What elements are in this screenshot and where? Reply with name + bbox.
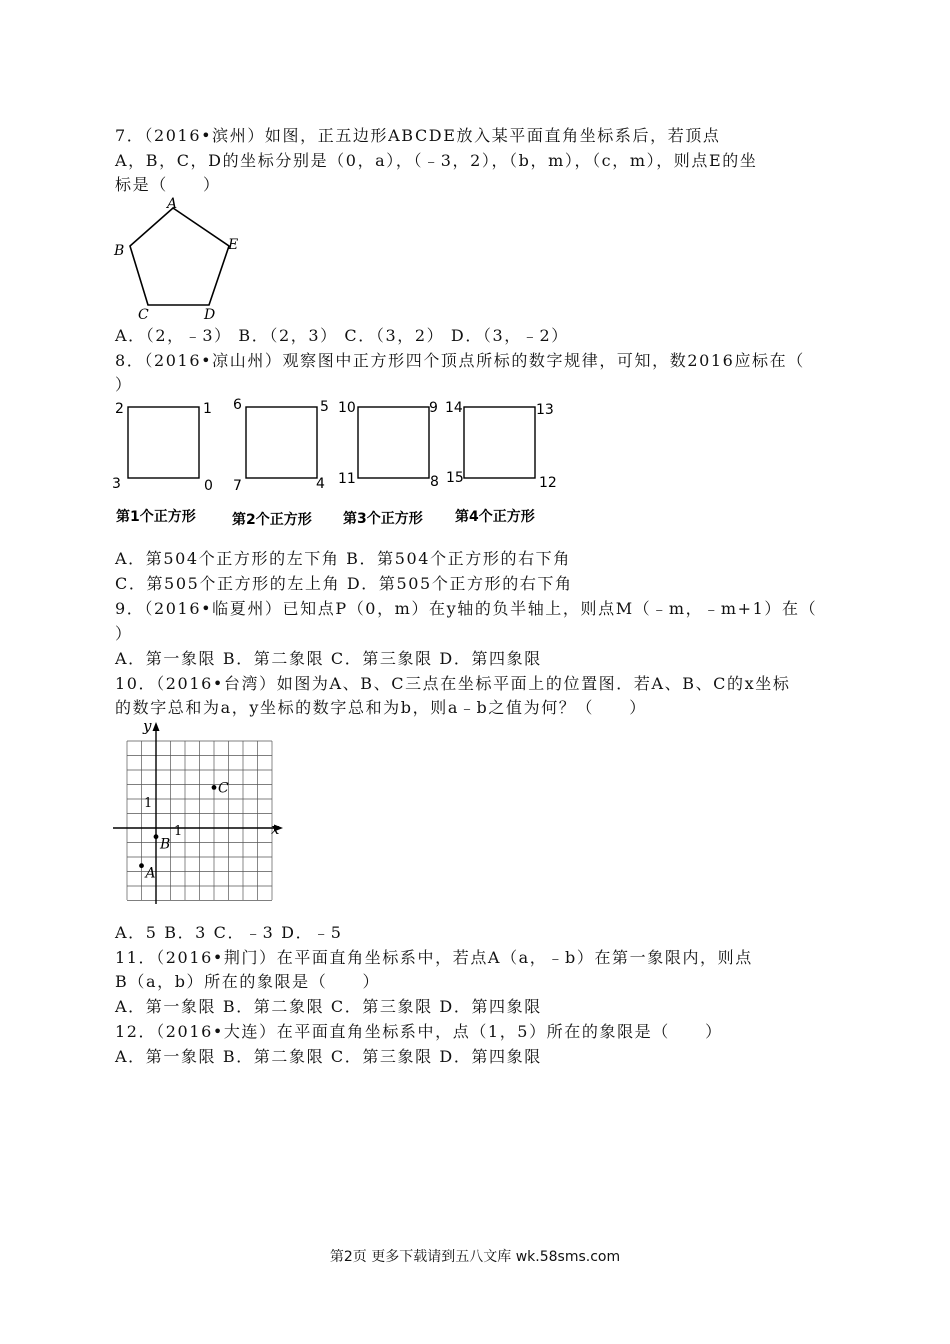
square-4 <box>445 400 557 525</box>
point-c-label: C <box>218 780 229 797</box>
square-2-top-left: 6 <box>233 397 242 413</box>
q10-options: A．5 B．3 C．﹣3 D．﹣5 <box>115 923 343 942</box>
q9-options: A．第一象限 B．第二象限 C．第三象限 D．第四象限 <box>115 649 542 668</box>
q8-options-1: A．第504个正方形的左下角 B．第504个正方形的右下角 <box>115 549 571 568</box>
q10-stem-line1: 10．（2016•台湾）如图为A、B、C三点在坐标平面上的位置图．若A、B、C的x坐标 <box>115 674 791 693</box>
point-c <box>212 785 217 790</box>
square-2-bottom-left: 7 <box>233 478 242 494</box>
square-2-caption: 第2个正方形 <box>232 512 312 528</box>
square-1-top-right: 1 <box>203 401 212 417</box>
q7-options: A．（2，﹣3） B．（2，3） C．（3，2） D．（3，﹣2） <box>115 326 569 345</box>
square-4-caption: 第4个正方形 <box>455 509 535 525</box>
q12-options: A．第一象限 B．第二象限 C．第三象限 D．第四象限 <box>115 1047 542 1066</box>
x-axis-label: x <box>271 820 280 838</box>
q7-stem-line2: A，B，C，D的坐标分别是（0，a），（﹣3，2），（b，m），（c，m），则点E的坐 <box>115 151 758 170</box>
square-1-bottom-right: 0 <box>204 478 213 494</box>
q10-stem-line2: 的数字总和为a，y坐标的数字总和为b，则a﹣b之值为何？（ ） <box>115 698 647 717</box>
pentagon-label-a: A <box>167 196 178 212</box>
page-footer: 第2页 更多下载请到五八文库 wk.58sms.com <box>329 1249 621 1265</box>
square-3-caption: 第3个正方形 <box>343 511 423 527</box>
pentagon-label-b: B <box>114 243 125 259</box>
q11-stem-line2: B（a，b）所在的象限是（ ） <box>115 972 381 991</box>
y-axis-label: y <box>143 717 152 735</box>
square-4-top-left: 14 <box>445 400 463 416</box>
q8-options-2: C．第505个正方形的左上角 D．第505个正方形的右下角 <box>115 574 573 593</box>
square-3-bottom-left: 11 <box>338 471 356 487</box>
point-a-label: A <box>145 865 156 882</box>
square-3 <box>338 400 439 527</box>
point-b <box>154 834 159 839</box>
x-tick-label: 1 <box>174 824 183 839</box>
q8-stem-line1: 8．（2016•凉山州）观察图中正方形四个顶点所标的数字规律，可知，数2016应标在（ <box>115 351 805 370</box>
square-4-bottom-right: 12 <box>539 475 557 491</box>
square-3-bottom-right: 8 <box>430 474 439 490</box>
square-2 <box>232 397 329 528</box>
square-2-bottom-right: 4 <box>316 476 325 492</box>
pentagon-figure <box>105 195 245 325</box>
q7-stem-line3: 标是（ ） <box>115 175 221 194</box>
pentagon-label-c: C <box>138 307 149 323</box>
square-3-top-left: 10 <box>338 400 356 416</box>
square-3-top-right: 9 <box>429 400 438 416</box>
squares-figure <box>108 393 568 533</box>
q11-options: A．第一象限 B．第二象限 C．第三象限 D．第四象限 <box>115 997 542 1016</box>
q9-stem-line2: ） <box>115 624 133 643</box>
square-2-top-right: 5 <box>320 399 329 415</box>
pentagon-shape <box>130 208 229 305</box>
point-b-label: B <box>160 836 171 853</box>
y-tick-label: 1 <box>144 796 153 811</box>
pentagon-label-e: E <box>228 237 239 253</box>
q11-stem-line1: 11．（2016•荆门）在平面直角坐标系中，若点A（a，﹣b）在第一象限内，则点 <box>115 948 753 967</box>
square-4-top-right: 13 <box>536 402 554 418</box>
square-1-caption: 第1个正方形 <box>116 509 196 525</box>
square-1-top-left: 2 <box>115 401 124 417</box>
q9-stem-line1: 9．（2016•临夏州）已知点P（0，m）在y轴的负半轴上，则点M（﹣m，﹣m+1）在（ <box>115 599 818 618</box>
point-a <box>139 863 144 868</box>
y-axis-arrow <box>153 722 160 731</box>
square-1 <box>112 401 213 525</box>
pentagon-label-d: D <box>204 307 216 323</box>
coordinate-grid-figure <box>105 712 295 907</box>
square-1-bottom-left: 3 <box>112 476 121 492</box>
grid-points <box>139 780 229 881</box>
q8-stem-line2: ） <box>115 375 133 394</box>
q7-stem-line1: 7．（2016•滨州）如图，正五边形ABCDE放入某平面直角坐标系后，若顶点 <box>115 126 721 145</box>
square-4-bottom-left: 15 <box>446 470 464 486</box>
q12-stem: 12．（2016•大连）在平面直角坐标系中，点（1，5）所在的象限是（ ） <box>115 1022 723 1041</box>
